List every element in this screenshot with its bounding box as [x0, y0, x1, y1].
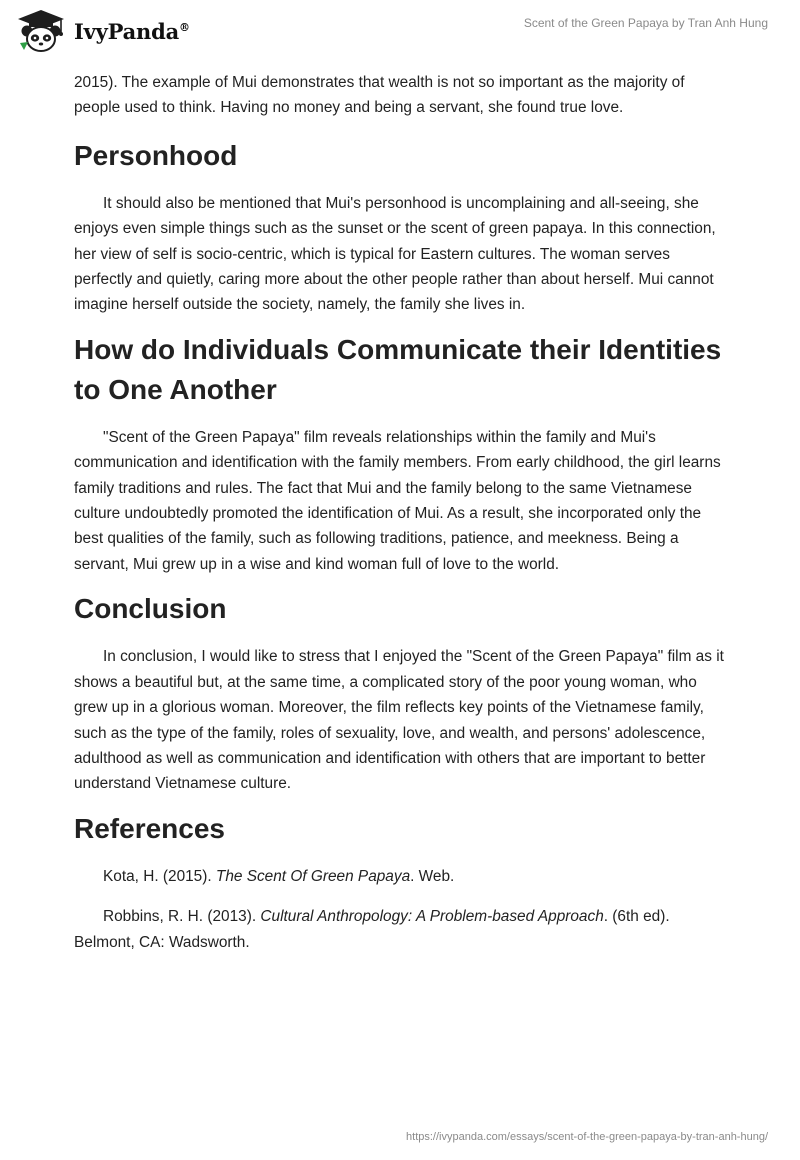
reference-author: Robbins, R. H. (2013). [103, 908, 261, 926]
document-title: Scent of the Green Papaya by Tran Anh Hung [523, 16, 768, 30]
reference-details: . (6th ed). Belmont, CA: Wadsworth. [74, 908, 670, 951]
brand-name [74, 19, 190, 44]
page-header [0, 0, 800, 64]
heading-communication: How do Individuals Communicate their Identities to One Another [74, 333, 722, 405]
paragraph-personhood: It should also be mentioned that Mui's personhood is uncomplaining and all-seeing, she enjoys even simple things such as the sunset or the scent of green papaya. In this connection, her view of self is socio-centric, which is typical for Eastern cultures. The woman serves perfectly and quietly, caring more about the other people rather than about herself. Mui cannot imagine herself outside the society, namely, the family she lives in. [74, 194, 716, 314]
brand-name-text: IvyPanda [74, 18, 180, 44]
essay-body [74, 70, 728, 955]
heading-references: References [74, 812, 225, 844]
intro-paragraph: 2015). The example of Mui demonstrates that wealth is not so important as the majority of people used to think. Having no money and being a servant, she found true love. [74, 74, 685, 117]
heading-personhood: Personhood [74, 139, 238, 171]
registered-mark: ® [179, 20, 190, 34]
reference-author: Kota, H. (2015). [103, 867, 216, 885]
paragraph-communication: "Scent of the Green Papaya" film reveals relationships within the family and Mui's communication and identification with the family members. From early childhood, the girl learns family traditions and rules. The fact that Mui and the family belong to the same Vietnamese culture undoubtedly promoted the identification of Mui. As a result, she incorporated only the best qualities of the family, such as following traditions, patience, and meekness. Being a servant, Mui grew up in a wise and kind woman full of love to the world. [74, 428, 721, 573]
source-url[interactable]: https://ivypanda.com/essays/scent-of-the-green-papaya-by-tran-anh-hung/ [406, 1131, 768, 1143]
heading-conclusion: Conclusion [74, 593, 227, 625]
reference-title: The Scent Of Green Papaya [215, 867, 411, 885]
ivypanda-logo[interactable] [14, 8, 190, 54]
reference-item [74, 864, 728, 889]
reference-title: Cultural Anthropology: A Problem-based Approach [260, 908, 604, 926]
panda-graduate-icon [14, 8, 68, 54]
reference-item [74, 904, 728, 955]
reference-details: . Web. [410, 867, 455, 885]
paragraph-conclusion: In conclusion, I would like to stress that I enjoyed the "Scent of the Green Papaya" film as it shows a beautiful but, at the same time, a complicated story of the poor young woman, who grew up in a glorious woman. Moreover, the film reflects key points of the Vietnamese family, such as the type of the family, roles of sexuality, love, and wealth, and persons' adolescence, adulthood as well as communication and identification with others that are important to better understand Vietnamese culture. [74, 648, 724, 793]
